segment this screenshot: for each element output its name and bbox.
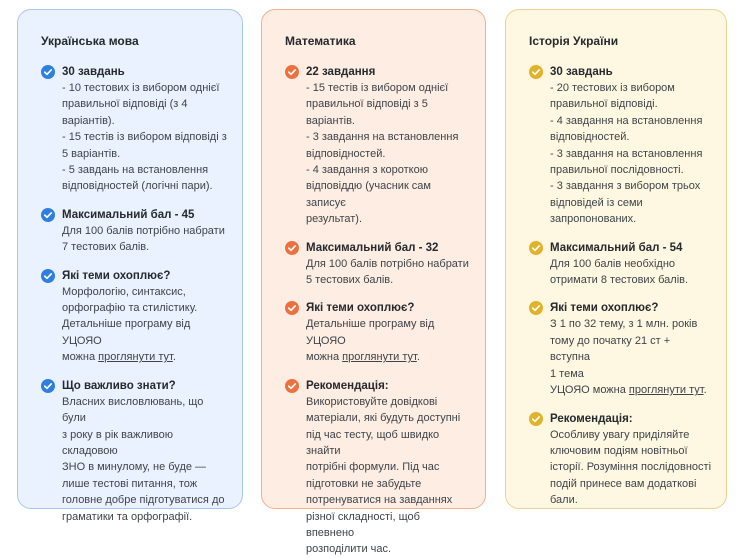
program-link[interactable]: проглянути тут (628, 384, 704, 397)
item-line: - 20 тестових із вибором (550, 82, 675, 94)
item-line: запропонованих. (550, 213, 637, 226)
check-circle-icon (41, 208, 55, 222)
item-line: різної складності, щоб впевнено (306, 510, 420, 539)
item-line: підготовки не забудьте (306, 477, 422, 490)
item-heading: Які теми охоплює? (62, 269, 171, 282)
item-line: бали. (550, 494, 578, 507)
item-line: ЗНО в минулому, не буде — (62, 461, 207, 474)
item-important (41, 378, 228, 525)
item-line: відповіддю (учасник сам записує (306, 180, 431, 209)
item-line: Детальніше програму від УЦОЯО (62, 318, 191, 347)
item-line: Для 100 балів потрібно набрати (306, 257, 469, 270)
program-link[interactable]: проглянути тут (98, 351, 173, 364)
item-heading: Максимальний бал - 54 (550, 241, 683, 254)
item-heading: Що важливо знати? (62, 379, 176, 392)
item-line: під час тесту, щоб швидко знайти (306, 428, 440, 457)
check-circle-icon (285, 301, 299, 315)
item-line: - 3 завдання з вибором трьох (550, 180, 701, 193)
item-line: Власних висловлювань, що були (62, 395, 204, 425)
card-ukrainian (17, 9, 243, 523)
card-title: Історія України (529, 34, 619, 48)
link-suffix: . (703, 384, 707, 397)
item-topics (529, 300, 712, 398)
item-line: - 4 завдання з короткою (306, 164, 428, 177)
item-line: подій принесе вам додаткові (550, 477, 697, 490)
item-heading: Які теми охоплює? (306, 302, 415, 315)
item-recommendation (529, 411, 712, 509)
item-line: Детальнішe програму від УЦОЯО (306, 318, 435, 347)
item-line: відповідей із семи (550, 196, 643, 209)
item-heading: Рекомендація: (306, 379, 389, 392)
item-line: - 3 завдання на встановлення (550, 147, 703, 160)
link-prefix: можна (306, 351, 343, 364)
item-heading: Максимальний бал - 32 (306, 241, 439, 254)
item-line: 1 тема (550, 367, 584, 380)
item-line: з року в рік важливою складовою (62, 428, 174, 457)
item-line: ключовим подіям новітньої (550, 444, 688, 457)
item-heading: Рекомендація: (550, 412, 633, 425)
item-line: - 4 завдання на встановлення (550, 114, 703, 127)
item-max-score (41, 207, 228, 256)
item-line: - 15 тестів із вибором відповіді з (62, 131, 227, 144)
check-circle-icon (41, 269, 55, 283)
item-line: орфографію та стилістику. (62, 302, 198, 315)
item-heading: Максимальний бал - 45 (62, 208, 195, 221)
item-line-with-link (550, 382, 712, 398)
item-heading: 30 завдань (550, 66, 613, 78)
item-line: Особливу увагу приділяйте (550, 428, 690, 441)
check-circle-icon (529, 301, 543, 315)
item-line: 7 тестових балів. (62, 241, 150, 254)
item-recommendation (285, 378, 471, 558)
item-line: Морфологію, синтаксис, (62, 285, 186, 298)
item-line: - 10 тестових із вибором однієї (62, 82, 220, 94)
item-max-score (285, 240, 471, 289)
card-title: Математика (285, 34, 356, 48)
item-line: відповідностей. (550, 131, 630, 144)
check-circle-icon (529, 65, 543, 79)
program-link[interactable]: проглянути тут (342, 351, 417, 364)
item-topics (285, 300, 471, 365)
link-prefix: УЦОЯО можна (550, 384, 629, 397)
item-line: головне добре підготуватися до (62, 494, 225, 507)
item-line: варіантів). (62, 114, 115, 127)
item-line: правильної відповіді (з 4 (62, 98, 188, 111)
item-line: З 1 по 32 тему, з 1 млн. років (550, 318, 698, 331)
item-line: розподілити час. (306, 543, 392, 556)
link-suffix: . (172, 351, 176, 364)
item-line: матеріали, які будуть доступні (306, 412, 461, 425)
card-title: Українська мова (41, 34, 139, 48)
check-circle-icon (285, 379, 299, 393)
item-line: 5 варіантів. (62, 147, 121, 160)
item-line: - 3 завдання на встановлення (306, 131, 459, 144)
item-line: лише тестові питання, тож (62, 477, 198, 490)
link-suffix: . (416, 351, 420, 364)
item-line-with-link (306, 349, 471, 365)
item-line: потренуватися на завданнях (306, 494, 453, 507)
item-line: Для 100 балів необхідно (550, 257, 676, 270)
item-line: тому до початку 21 ст + вступна (550, 334, 671, 364)
item-line: отримати 8 тестових балів. (550, 274, 689, 287)
item-line: правильної послідовності. (550, 164, 684, 177)
item-line: граматики та орфографії. (62, 510, 193, 523)
check-circle-icon (529, 412, 543, 426)
check-circle-icon (529, 241, 543, 255)
item-line: результат). (306, 213, 363, 226)
item-tasks (285, 64, 471, 228)
item-heading: Які теми охоплює? (550, 302, 659, 315)
card-math (261, 9, 486, 556)
card-history (505, 9, 727, 509)
item-heading: 30 завдань (62, 66, 125, 78)
item-tasks (529, 64, 712, 228)
check-circle-icon (285, 241, 299, 255)
item-tasks (41, 64, 228, 195)
item-line: правильної відповіді з 5 варіантів. (306, 98, 428, 127)
item-topics (41, 268, 228, 366)
item-line: 5 тестових балів. (306, 274, 394, 287)
item-line: Для 100 балів потрібно набрати (62, 224, 225, 237)
check-circle-icon (41, 379, 55, 393)
item-line: потрібні формули. Під час (306, 461, 440, 474)
check-circle-icon (41, 65, 55, 79)
item-line: Використовуйте довідкові (306, 395, 438, 408)
item-line: історії. Розуміння послідовності (550, 461, 712, 474)
item-line: відповідностей. (306, 147, 386, 160)
link-prefix: можна (62, 351, 99, 364)
item-line: - 15 тестів із вибором однієї (306, 82, 449, 94)
item-line: відповідностей (логічні пари). (62, 180, 213, 193)
item-line: - 5 завдань на встановлення (62, 164, 209, 177)
item-line: правильної відповіді. (550, 98, 658, 111)
item-line-with-link (62, 349, 228, 365)
item-heading: 22 завдання (306, 66, 376, 78)
item-max-score (529, 240, 712, 289)
check-circle-icon (285, 65, 299, 79)
